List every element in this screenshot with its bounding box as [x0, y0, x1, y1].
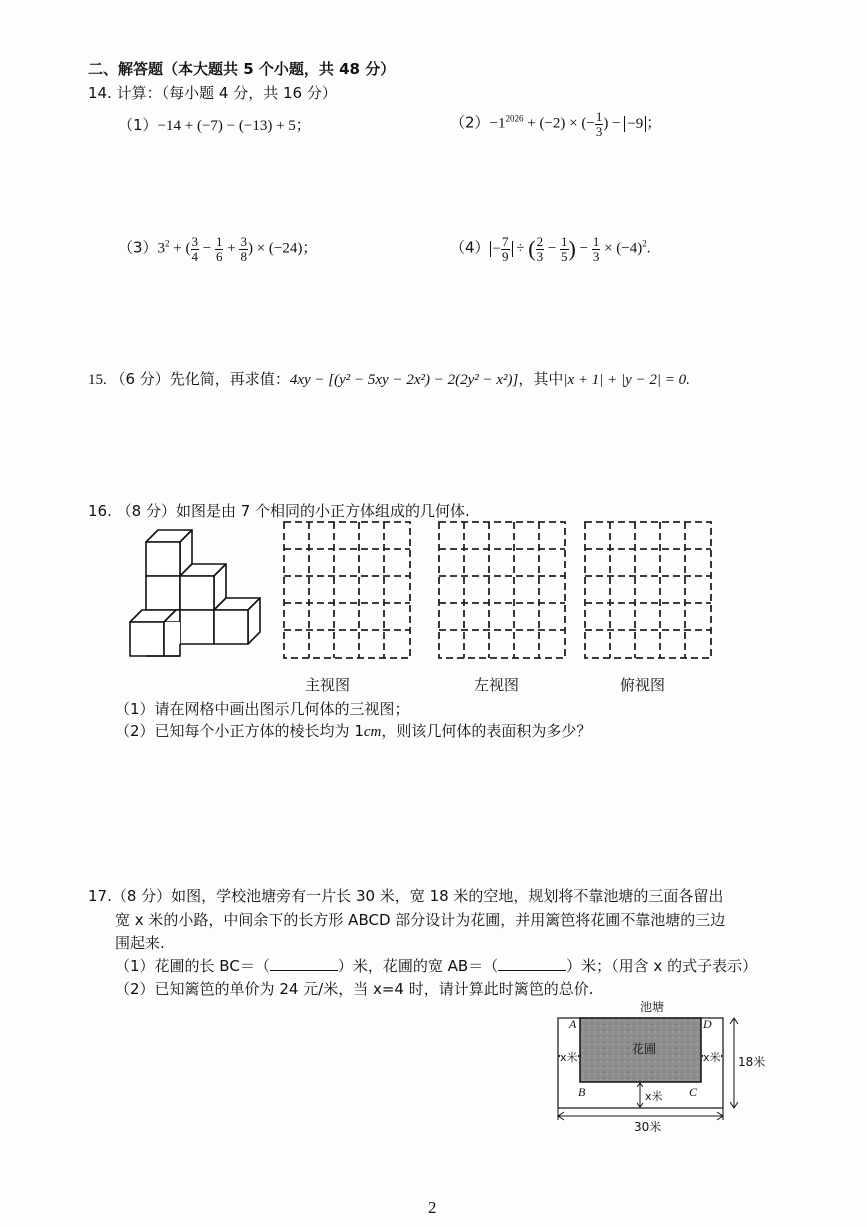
q14-p4-end: .: [646, 240, 651, 257]
section-title: 二、解答题（本大题共 5 个小题，共 48 分）: [88, 60, 396, 78]
q15: [88, 368, 690, 389]
q16-label: 16.: [88, 502, 112, 520]
q14-p2-mid: + (−2) × (−: [527, 115, 595, 132]
answer-blank-ab[interactable]: [498, 956, 566, 971]
q14-p4-exponent: 2: [642, 238, 647, 249]
q14-p2-end: ；: [646, 115, 662, 132]
q16-sub2-text: （2）已知每个小正方体的棱长均为 1: [115, 722, 364, 740]
height-label: 18米: [738, 1055, 766, 1069]
cube-solid-figure: [126, 528, 266, 668]
q14-p3-frac3: $\frac{3}{8}$: [240, 234, 247, 264]
q14-p3-open: + (: [173, 240, 191, 257]
q17-line3: 围起来.: [115, 934, 165, 952]
page-number: 2: [428, 1198, 437, 1217]
top-view-label: 俯视图: [620, 676, 666, 694]
vertex-b: B: [578, 1085, 586, 1099]
q14-p3-exponent: 2: [165, 238, 170, 249]
q17-sub1-c: ）米；（用含 x 的式子表示）: [566, 957, 758, 975]
q15-condition: |x + 1| + |y − 2| = 0.: [563, 372, 690, 388]
q16-sub2: [115, 720, 591, 741]
q14-p4-frac2: $\frac{1}{5}$: [561, 234, 568, 264]
answer-blank-bc[interactable]: [270, 956, 338, 971]
left-view-grid[interactable]: [437, 520, 567, 660]
garden-label: 花圃: [632, 1042, 657, 1056]
front-view-label: 主视图: [305, 676, 351, 694]
q14-p1-label: （1）: [118, 116, 158, 134]
q14-p3-frac1: $\frac{3}{4}$: [191, 234, 199, 264]
q17-line2: 宽 x 米的小路，中间余下的长方形 ABCD 部分设计为花圃，并用篱笆将花圃不靠池塘的三边: [115, 911, 726, 929]
q16-sub2-unit: cm: [363, 724, 382, 740]
x-right-label: x米: [703, 1051, 721, 1064]
q17-sub2: （2）已知篱笆的单价为 24 元/米，当 x=4 时，请计算此时篱笆的总价.: [115, 980, 594, 998]
q14-p2-abs: −9: [624, 116, 646, 132]
q14-part4: （4） − $\frac{7}{9}$ ÷ ( $\frac{2}{3}$ − $\frac{1}{5}$ ) − $\frac{1}{3}$ × $(-4)^2$.: [450, 234, 651, 264]
left-view-label: 左视图: [474, 676, 520, 694]
q17-sub1: [115, 955, 757, 976]
width-label: 30米: [634, 1120, 662, 1134]
q15-text: （6 分）先化简，再求值：: [110, 370, 290, 388]
q15-expression: 4xy − [(y² − 5xy − 2x²) − 2(2y² − x²)]: [289, 372, 519, 388]
q15-label: 15.: [88, 372, 107, 388]
q14-p4-label: （4）: [450, 238, 490, 257]
x-left-label: x米: [560, 1051, 578, 1064]
q14-p2-exponent: 2026: [505, 113, 524, 124]
front-view-grid[interactable]: [282, 520, 412, 660]
q14-part2: [450, 110, 661, 138]
q17-text-line1: （8 分）如图，学校池塘旁有一片长 30 米，宽 18 米的空地，规划将不靠池塘的三面各留出: [111, 887, 724, 905]
q14-heading: 14. 计算：（每小题 4 分，共 16 分）: [88, 84, 337, 102]
q14-p2-fraction: $\frac{1}{3}$: [595, 109, 603, 139]
q14-p4-tail: × (−4): [604, 240, 643, 257]
q14-p3-base: 3: [157, 240, 166, 257]
vertex-c: C: [689, 1085, 698, 1099]
top-view-grid[interactable]: [583, 520, 713, 660]
q14-part3: $(3)3^2$ + ( $\frac{3}{4}$ − $\frac{1}{6}$ + $\frac{3}{8}$ ) × (−24)；: [118, 234, 318, 264]
q17-sub1-a: （1）花圃的长 BC＝（: [115, 957, 270, 975]
q14-part1: [118, 114, 311, 135]
vertex-a: A: [569, 1017, 577, 1031]
q17-line1: [88, 885, 723, 906]
q14-p4-frac3: $\frac{1}{3}$: [592, 234, 600, 264]
q14-p3-label: （3）: [118, 238, 158, 257]
q16-sub1: （1）请在网格中画出图示几何体的三视图；: [115, 700, 410, 718]
q14-p2-minus: ) −: [603, 115, 625, 132]
q14-p3-frac2: $\frac{1}{6}$: [215, 234, 223, 264]
q16-text: （8 分）如图是由 7 个相同的小正方体组成的几何体.: [116, 502, 470, 520]
q16-sub2-text-end: ，则该几何体的表面积为多少？: [381, 722, 592, 740]
vertex-d: D: [703, 1017, 712, 1031]
q14-p1-expr: −14 + (−7) − (−13) + 5；: [157, 118, 311, 134]
q17-sub1-b: ）米，花圃的宽 AB＝（: [337, 957, 499, 975]
pond-label: 池塘: [640, 1000, 665, 1014]
q14-p4-frac1: $\frac{2}{3}$: [536, 234, 544, 264]
q16-heading: [88, 500, 470, 521]
q14-p3-close: ) × (−24)；: [247, 240, 318, 257]
q14-p4-abs: − $\frac{7}{9}$: [490, 241, 513, 257]
q17-label: 17.: [88, 887, 112, 905]
q14-p2-base: −1: [489, 115, 506, 132]
q14-p2-label: （2）: [450, 113, 490, 132]
q15-cond-prefix: ，其中: [518, 370, 564, 388]
x-bottom-label: x米: [645, 1090, 663, 1103]
